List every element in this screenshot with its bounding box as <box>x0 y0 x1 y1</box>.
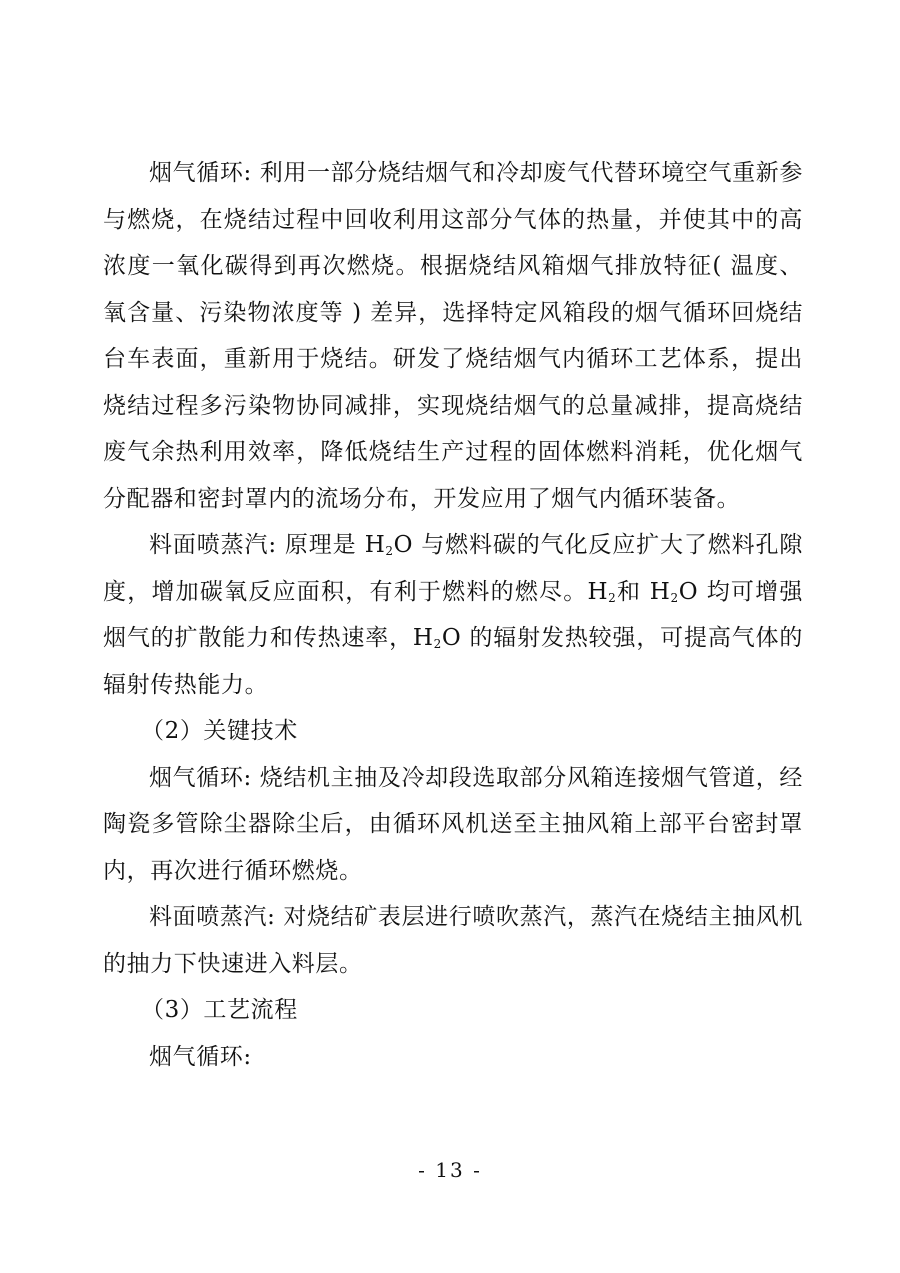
text-run: （2）关键技术 <box>141 718 298 744</box>
page-number: - 13 - <box>418 1158 482 1182</box>
section-heading-key-technology <box>103 708 803 755</box>
text-run: 料面喷蒸汽: 对烧结矿表层进行喷吹蒸汽，蒸汽在烧结主抽风机的抽力下快速进入料层。 <box>103 904 803 977</box>
text-run: O 均可增强烟气的扩散能力和传热速率，H <box>103 578 803 651</box>
text-run: O 与燃料碳的气化反应扩大了燃料孔隙度，增加碳氧反应面积，有利于燃料的燃尽。H <box>103 532 803 605</box>
paragraph-steam-injection-key-tech <box>103 894 803 987</box>
body-text <box>103 150 803 1080</box>
subscript: 2 <box>433 637 442 651</box>
text-run: 烟气循环: <box>149 1043 252 1070</box>
subscript: 2 <box>608 590 617 605</box>
text-run: O 的辐射发热较强，可提高气体的辐射传热能力。 <box>103 625 803 698</box>
text-run: 烟气循环: 烧结机主抽及冷却段选取部分风箱连接烟气管道，经陶瓷多管除尘器除尘后，由循环风机送至主抽风箱上部平台密封罩内，再次进行循环燃烧。 <box>103 764 803 884</box>
paragraph-flue-gas-recirculation-principle <box>103 150 803 522</box>
text-run: 烟气循环: 利用一部分烧结烟气和冷却废气代替环境空气重新参与燃烧，在烧结过程中回收利用这部分气体的热量，并使其中的高浓度一氧化碳得到再次燃烧。根据烧结风箱烟气排放特征( 温度、氧含量、污染物浓度等 ) 差异，选择特定风箱段的烟气循环回烧结台车表面，重新用于烧结。研发了烧结烟气内循环工艺体系，提出烧结过程多污染物协同减排，实现烧结烟气的总量减排，提高烧结废气余热利用效率，降低烧结生产过程的固体燃料消耗，优化烟气分配器和密封罩内的流场分布，开发应用了烟气内循环装备。 <box>103 160 803 512</box>
text-run: 和 H <box>616 578 671 605</box>
paragraph-flue-gas-recirculation-key-tech <box>103 755 803 895</box>
paragraph-steam-injection-principle <box>103 522 803 708</box>
subscript: 2 <box>670 590 679 605</box>
text-run: （3）工艺流程 <box>141 997 298 1023</box>
text-run: 料面喷蒸汽: 原理是 H <box>149 532 386 558</box>
section-heading-process-flow <box>103 987 803 1034</box>
subscript: 2 <box>385 544 394 558</box>
paragraph-flue-gas-recirculation-process <box>103 1034 803 1081</box>
